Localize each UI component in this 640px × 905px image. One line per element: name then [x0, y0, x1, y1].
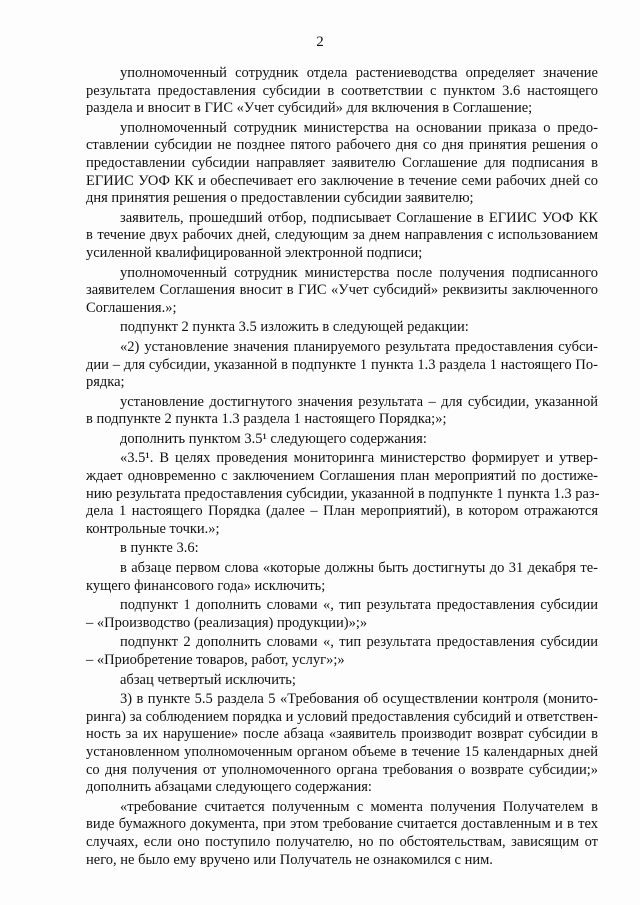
text-line: дии – для субсидии, указанной в подпункте 1 пункта 1.3 раздела 1 настоящего По- — [86, 356, 598, 373]
text-line: Соглашения.»; — [86, 299, 177, 316]
paragraph — [86, 339, 598, 392]
text-line: рядка; — [86, 374, 125, 391]
text-line: установление достигнутого значения результата – для субсидии, указанной — [120, 393, 598, 410]
text-line: ринга) за соблюдением порядка и условий предоставления субсидий и ответствен- — [86, 708, 598, 725]
text-line: в пункте 3.6: — [120, 540, 199, 557]
text-line: подпункт 1 дополнить словами «, тип результата предоставления субсидии — [120, 597, 598, 614]
paragraph — [86, 597, 598, 632]
text-line: установленном уполномоченным органом объеме в течение 15 календарных дней — [86, 743, 598, 760]
text-line: усиленной квалифицированной электронной подписи; — [86, 244, 423, 261]
text-line: уполномоченный сотрудник отдела растениеводства определяет значение — [120, 65, 598, 81]
text-line: заявитель, прошедший отбор, подписывает Соглашение в ЕГИИС УОФ КК — [120, 209, 598, 226]
text-line: дополнить пунктом 3.5¹ следующего содержания: — [120, 430, 427, 447]
text-line: него, не было ему вручено или Получатель не ознакомился с ним. — [86, 851, 493, 868]
text-line: нию результата предоставления субсидии, указанной в подпункте 1 пункта 1.3 раз- — [86, 485, 600, 502]
paragraph — [86, 319, 598, 337]
text-line: дня принятия решения о предоставлении субсидии заявителю; — [86, 190, 474, 207]
text-line: 3) в пункте 5.5 раздела 5 «Требования об осуществлении контроля (монито- — [120, 691, 598, 708]
text-line: «3.5¹. В целях проведения мониторинга министерство формирует и утвер- — [120, 450, 598, 467]
text-line: в течение двух рабочих дней, следующим за днем направления с использованием — [86, 227, 598, 244]
paragraph — [86, 634, 598, 669]
paragraph — [86, 799, 598, 869]
text-line: кущего финансового года» исключить; — [86, 577, 326, 594]
text-line: абзац четвертый исключить; — [120, 671, 296, 688]
paragraph — [86, 65, 598, 118]
paragraph — [86, 672, 598, 690]
text-line: дела 1 настоящего Порядка (далее – План мероприятий), в котором отражаются — [86, 503, 598, 520]
text-line: – «Производство (реализация) продукции)»;» — [86, 614, 368, 631]
paragraph — [86, 265, 598, 318]
text-line: результата предоставления субсидии в соответствии с пунктом 3.6 настоящего — [86, 82, 598, 99]
text-line: заявителем Соглашения вносит в ГИС «Учет субсидий» реквизиты заключенного — [86, 282, 598, 299]
paragraph — [86, 450, 598, 538]
text-line: «требование считается полученным с момента получения Получателем в — [120, 798, 598, 815]
document-body — [86, 65, 598, 871]
text-line: предоставлении субсидии направляет заявителю Соглашение для подписания в — [86, 154, 598, 171]
text-line: ждает одновременно с заключением Соглашения план мероприятий по достиже- — [86, 468, 598, 485]
text-line: подпункт 2 дополнить словами «, тип результата предоставления субсидии — [120, 634, 598, 651]
text-line: уполномоченный сотрудник министерства после получения подписанного — [120, 264, 598, 281]
text-line: ставлении субсидии не позднее пятого рабочего дня со дня принятия решения о — [86, 137, 598, 154]
text-line: контрольные точки.»; — [86, 520, 220, 537]
paragraph — [86, 540, 598, 558]
paragraph — [86, 210, 598, 263]
page-number: 2 — [316, 34, 324, 50]
text-line: уполномоченный сотрудник министерства на основании приказа о предо- — [120, 119, 598, 136]
text-line: раздела и вносит в ГИС «Учет субсидий» для включения в Соглашение; — [86, 100, 533, 117]
text-line: в подпункте 2 пункта 1.3 раздела 1 настоящего Порядка;»; — [86, 411, 447, 428]
text-line: дополнить абзацами следующего содержания: — [86, 779, 372, 796]
text-line: ЕГИИС УОФ КК и обеспечивает его заключение в течение семи рабочих дней со — [86, 172, 598, 189]
paragraph — [86, 394, 598, 429]
paragraph — [86, 560, 598, 595]
text-line: – «Приобретение товаров, работ, услуг»;» — [86, 652, 345, 668]
text-line: в абзаце первом слова «которые должны быть достигнуты до 31 декабря те- — [120, 560, 598, 577]
text-line: виде бумажного документа, при этом требование считается доставленным и в тех — [86, 816, 598, 833]
text-line: подпункт 2 пункта 3.5 изложить в следующей редакции: — [120, 319, 469, 336]
text-line: ность за их нарушение» после абзаца «заявитель производит возврат субсидии в — [86, 726, 598, 743]
text-line: «2) установление значения планируемого результата предоставления субси- — [120, 338, 598, 355]
paragraph — [86, 431, 598, 449]
paragraph — [86, 691, 598, 797]
text-line: случаях, если оно поступило получателю, но по обстоятельствам, зависящим от — [86, 833, 598, 850]
text-line: со дня получения от уполномоченного органа требования о возврате субсидии;» — [86, 761, 598, 778]
paragraph — [86, 120, 598, 208]
